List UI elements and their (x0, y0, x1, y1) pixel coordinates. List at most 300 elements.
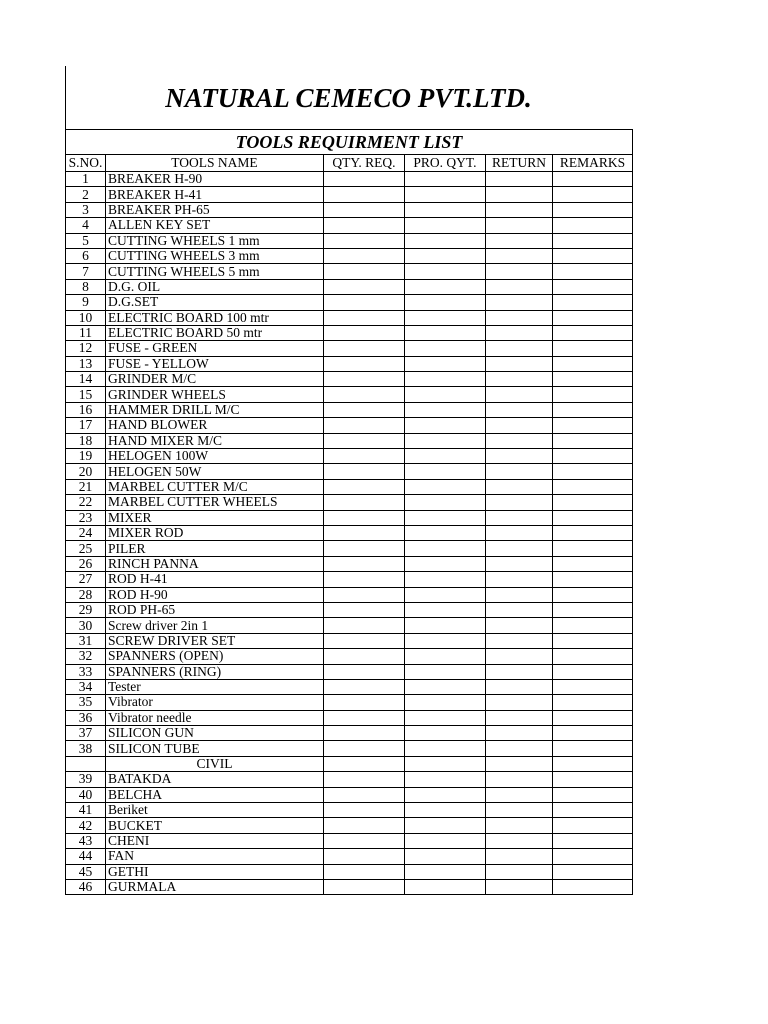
tool-name-cell: Beriket (106, 803, 324, 818)
return-cell (486, 572, 553, 587)
sno-cell: 22 (66, 495, 106, 510)
sno-cell: 5 (66, 233, 106, 248)
tool-name-cell: SPANNERS (RING) (106, 664, 324, 679)
sno-cell: 20 (66, 464, 106, 479)
sno-cell: 18 (66, 433, 106, 448)
tool-name-cell: BUCKET (106, 818, 324, 833)
pro-qyt-cell (405, 864, 486, 879)
return-cell (486, 172, 553, 187)
remarks-cell (553, 803, 633, 818)
remarks-cell (553, 372, 633, 387)
tool-name-cell: CUTTING WHEELS 3 mm (106, 248, 324, 263)
table-row (66, 495, 633, 510)
table-row (66, 433, 633, 448)
pro-qyt-cell (405, 525, 486, 540)
pro-qyt-cell (405, 449, 486, 464)
table-row (66, 356, 633, 371)
sno-cell: 14 (66, 372, 106, 387)
pro-qyt-cell (405, 602, 486, 617)
return-cell (486, 433, 553, 448)
table-row (66, 172, 633, 187)
sno-cell: 23 (66, 510, 106, 525)
tool-name-cell: HAMMER DRILL M/C (106, 402, 324, 417)
sno-cell: 15 (66, 387, 106, 402)
table-row (66, 341, 633, 356)
return-cell (486, 279, 553, 294)
table-row (66, 202, 633, 217)
remarks-cell (553, 479, 633, 494)
qty-req-cell (324, 341, 405, 356)
table-row (66, 833, 633, 848)
remarks-cell (553, 418, 633, 433)
remarks-cell (553, 772, 633, 787)
tool-name-cell: ELECTRIC BOARD 50 mtr (106, 325, 324, 340)
pro-qyt-cell (405, 295, 486, 310)
remarks-cell (553, 879, 633, 894)
pro-qyt-cell (405, 356, 486, 371)
remarks-cell (553, 726, 633, 741)
tool-name-cell: BELCHA (106, 787, 324, 802)
qty-req-cell (324, 433, 405, 448)
qty-req-cell (324, 310, 405, 325)
table-row (66, 618, 633, 633)
return-cell (486, 726, 553, 741)
qty-req-cell (324, 172, 405, 187)
pro-qyt-cell (405, 387, 486, 402)
return-cell (486, 695, 553, 710)
return-cell (486, 664, 553, 679)
return-cell (486, 495, 553, 510)
remarks-cell (553, 341, 633, 356)
tool-name-cell: D.G. OIL (106, 279, 324, 294)
sno-cell: 32 (66, 649, 106, 664)
pro-qyt-cell (405, 772, 486, 787)
qty-req-cell (324, 587, 405, 602)
return-cell (486, 741, 553, 756)
qty-req-cell (324, 356, 405, 371)
sno-cell: 3 (66, 202, 106, 217)
sno-cell: 1 (66, 172, 106, 187)
pro-qyt-cell (405, 679, 486, 694)
qty-req-cell (324, 510, 405, 525)
table-row (66, 818, 633, 833)
qty-req-cell (324, 495, 405, 510)
sno-cell: 19 (66, 449, 106, 464)
return-cell (486, 202, 553, 217)
tool-name-cell: PILER (106, 541, 324, 556)
tool-name-cell: MARBEL CUTTER M/C (106, 479, 324, 494)
sno-cell: 13 (66, 356, 106, 371)
tool-name-cell: ROD H-90 (106, 587, 324, 602)
qty-req-cell (324, 741, 405, 756)
remarks-cell (553, 664, 633, 679)
tool-name-cell: SILICON TUBE (106, 741, 324, 756)
pro-qyt-cell (405, 418, 486, 433)
table-row (66, 679, 633, 694)
qty-req-cell (324, 279, 405, 294)
sno-cell: 29 (66, 602, 106, 617)
sno-cell: 30 (66, 618, 106, 633)
pro-qyt-cell (405, 741, 486, 756)
qty-req-cell (324, 726, 405, 741)
remarks-cell (553, 187, 633, 202)
remarks-cell (553, 495, 633, 510)
tool-name-cell: BREAKER H-41 (106, 187, 324, 202)
return-cell (486, 556, 553, 571)
qty-req-cell (324, 864, 405, 879)
table-row (66, 849, 633, 864)
table-row (66, 525, 633, 540)
tool-name-cell: GURMALA (106, 879, 324, 894)
tool-name-cell: SCREW DRIVER SET (106, 633, 324, 648)
qty-req-cell (324, 556, 405, 571)
return-cell (486, 510, 553, 525)
sno-cell: 4 (66, 218, 106, 233)
return-cell (486, 633, 553, 648)
pro-qyt-cell (405, 649, 486, 664)
pro-qyt-cell (405, 572, 486, 587)
col-header-sno: S.NO. (66, 155, 106, 172)
table-row (66, 741, 633, 756)
remarks-cell (553, 433, 633, 448)
remarks-cell (553, 356, 633, 371)
table-row (66, 649, 633, 664)
remarks-cell (553, 279, 633, 294)
remarks-cell (553, 218, 633, 233)
tool-name-cell: ROD H-41 (106, 572, 324, 587)
sno-cell: 28 (66, 587, 106, 602)
sno-cell: 6 (66, 248, 106, 263)
qty-req-cell (324, 602, 405, 617)
table-row (66, 233, 633, 248)
pro-qyt-cell (405, 341, 486, 356)
table-row (66, 572, 633, 587)
qty-req-cell (324, 849, 405, 864)
remarks-cell (553, 818, 633, 833)
table-row (66, 541, 633, 556)
pro-qyt-cell (405, 325, 486, 340)
sno-cell: 39 (66, 772, 106, 787)
sno-cell: 11 (66, 325, 106, 340)
remarks-cell (553, 510, 633, 525)
return-cell (486, 325, 553, 340)
table-row (66, 218, 633, 233)
pro-qyt-cell (405, 202, 486, 217)
return-cell (486, 449, 553, 464)
return-cell (486, 772, 553, 787)
table-row (66, 248, 633, 263)
remarks-cell (553, 602, 633, 617)
pro-qyt-cell (405, 787, 486, 802)
table-row (66, 464, 633, 479)
pro-qyt-cell (405, 233, 486, 248)
tool-name-cell: HAND BLOWER (106, 418, 324, 433)
return-cell (486, 803, 553, 818)
pro-qyt-cell (405, 172, 486, 187)
qty-req-cell (324, 649, 405, 664)
remarks-cell (553, 618, 633, 633)
table-row (66, 264, 633, 279)
tool-name-cell: ALLEN KEY SET (106, 218, 324, 233)
return-cell (486, 710, 553, 725)
tool-name-cell: MIXER (106, 510, 324, 525)
pro-qyt-cell (405, 264, 486, 279)
table-row (66, 510, 633, 525)
table-row (66, 187, 633, 202)
table-row (66, 387, 633, 402)
remarks-cell (553, 741, 633, 756)
remarks-cell (553, 525, 633, 540)
qty-req-cell (324, 679, 405, 694)
remarks-cell (553, 172, 633, 187)
tool-name-cell: FUSE - GREEN (106, 341, 324, 356)
sno-cell: 46 (66, 879, 106, 894)
return-cell (486, 879, 553, 894)
sno-cell: 16 (66, 402, 106, 417)
sno-cell: 31 (66, 633, 106, 648)
return-cell (486, 479, 553, 494)
pro-qyt-cell (405, 879, 486, 894)
qty-req-cell (324, 633, 405, 648)
pro-qyt-cell (405, 464, 486, 479)
qty-req-cell (324, 325, 405, 340)
pro-qyt-cell (405, 664, 486, 679)
tools-requirement-table (65, 129, 633, 895)
qty-req-cell (324, 772, 405, 787)
remarks-cell (553, 402, 633, 417)
pro-qyt-cell (405, 587, 486, 602)
remarks-cell (553, 541, 633, 556)
qty-req-cell (324, 541, 405, 556)
pro-qyt-cell (405, 187, 486, 202)
sno-cell: 21 (66, 479, 106, 494)
pro-qyt-cell (405, 633, 486, 648)
return-cell (486, 649, 553, 664)
remarks-cell (553, 849, 633, 864)
tool-name-cell: GRINDER M/C (106, 372, 324, 387)
table-row (66, 479, 633, 494)
qty-req-cell (324, 833, 405, 848)
return-cell (486, 541, 553, 556)
table-row (66, 664, 633, 679)
col-header-remarks: REMARKS (553, 155, 633, 172)
remarks-cell (553, 233, 633, 248)
qty-req-cell (324, 664, 405, 679)
col-header-pro-qyt: PRO. QYT. (405, 155, 486, 172)
remarks-cell (553, 449, 633, 464)
qty-req-cell (324, 803, 405, 818)
pro-qyt-cell (405, 495, 486, 510)
return-cell (486, 464, 553, 479)
return-cell (486, 295, 553, 310)
table-row (66, 449, 633, 464)
return-cell (486, 618, 553, 633)
return-cell (486, 218, 553, 233)
pro-qyt-cell (405, 726, 486, 741)
sno-cell: 7 (66, 264, 106, 279)
qty-req-cell (324, 202, 405, 217)
tool-name-cell: HELOGEN 50W (106, 464, 324, 479)
return-cell (486, 833, 553, 848)
section-row (66, 756, 633, 771)
pro-qyt-cell (405, 556, 486, 571)
return-cell (486, 818, 553, 833)
qty-req-cell (324, 233, 405, 248)
sno-cell: 35 (66, 695, 106, 710)
sno-cell: 45 (66, 864, 106, 879)
return-cell (486, 525, 553, 540)
sno-cell: 10 (66, 310, 106, 325)
pro-qyt-cell (405, 433, 486, 448)
sno-cell: 37 (66, 726, 106, 741)
qty-req-cell (324, 618, 405, 633)
qty-req-cell (324, 218, 405, 233)
title-row (66, 130, 633, 155)
remarks-cell (553, 248, 633, 263)
sno-cell: 25 (66, 541, 106, 556)
return-cell (486, 679, 553, 694)
sno-cell (66, 756, 106, 771)
pro-qyt-cell (405, 618, 486, 633)
table-row (66, 787, 633, 802)
qty-req-cell (324, 449, 405, 464)
sno-cell: 34 (66, 679, 106, 694)
tool-name-cell: CHENI (106, 833, 324, 848)
qty-req-cell (324, 879, 405, 894)
return-cell (486, 587, 553, 602)
tool-name-cell: MARBEL CUTTER WHEELS (106, 495, 324, 510)
table-row (66, 772, 633, 787)
return-cell (486, 310, 553, 325)
return-cell (486, 372, 553, 387)
pro-qyt-cell (405, 218, 486, 233)
tool-name-cell: GETHI (106, 864, 324, 879)
remarks-cell (553, 310, 633, 325)
qty-req-cell (324, 248, 405, 263)
tool-name-cell: HAND MIXER M/C (106, 433, 324, 448)
return-cell (486, 602, 553, 617)
table-row (66, 710, 633, 725)
col-header-tools-name: TOOLS NAME (106, 155, 324, 172)
tool-name-cell: MIXER ROD (106, 525, 324, 540)
tool-name-cell: Screw driver 2in 1 (106, 618, 324, 633)
pro-qyt-cell (405, 849, 486, 864)
sno-cell: 8 (66, 279, 106, 294)
remarks-cell (553, 587, 633, 602)
header-row (66, 155, 633, 172)
qty-req-cell (324, 295, 405, 310)
remarks-cell (553, 202, 633, 217)
tool-name-cell: Vibrator needle (106, 710, 324, 725)
qty-req-cell (324, 695, 405, 710)
return-cell (486, 418, 553, 433)
remarks-cell (553, 325, 633, 340)
return-cell (486, 387, 553, 402)
tool-name-cell: FAN (106, 849, 324, 864)
table-row (66, 726, 633, 741)
qty-req-cell (324, 372, 405, 387)
table-row (66, 633, 633, 648)
list-title: TOOLS REQUIRMENT LIST (66, 130, 633, 155)
table-row (66, 295, 633, 310)
qty-req-cell (324, 710, 405, 725)
tool-name-cell: HELOGEN 100W (106, 449, 324, 464)
pro-qyt-cell (405, 510, 486, 525)
pro-qyt-cell (405, 279, 486, 294)
sno-cell: 2 (66, 187, 106, 202)
return-cell (486, 356, 553, 371)
sno-cell: 24 (66, 525, 106, 540)
table-row (66, 587, 633, 602)
sno-cell: 40 (66, 787, 106, 802)
return-cell (486, 187, 553, 202)
col-header-return: RETURN (486, 155, 553, 172)
sno-cell: 12 (66, 341, 106, 356)
return-cell (486, 787, 553, 802)
tool-name-cell: CUTTING WHEELS 5 mm (106, 264, 324, 279)
pro-qyt-cell (405, 248, 486, 263)
sno-cell: 27 (66, 572, 106, 587)
pro-qyt-cell (405, 372, 486, 387)
remarks-cell (553, 464, 633, 479)
pro-qyt-cell (405, 541, 486, 556)
table-row (66, 279, 633, 294)
pro-qyt-cell (405, 402, 486, 417)
sno-cell: 9 (66, 295, 106, 310)
table-row (66, 864, 633, 879)
tool-name-cell: ROD PH-65 (106, 602, 324, 617)
sno-cell: 38 (66, 741, 106, 756)
return-cell (486, 341, 553, 356)
tool-name-cell: Tester (106, 679, 324, 694)
qty-req-cell (324, 479, 405, 494)
remarks-cell (553, 572, 633, 587)
remarks-cell (553, 264, 633, 279)
remarks-cell (553, 556, 633, 571)
qty-req-cell (324, 387, 405, 402)
table-body (66, 172, 633, 895)
return-cell (486, 264, 553, 279)
return-cell (486, 849, 553, 864)
tool-name-cell: Vibrator (106, 695, 324, 710)
col-header-qty-req: QTY. REQ. (324, 155, 405, 172)
table-row (66, 418, 633, 433)
pro-qyt-cell (405, 710, 486, 725)
tool-name-cell: SILICON GUN (106, 726, 324, 741)
table-row (66, 602, 633, 617)
tool-name-cell: SPANNERS (OPEN) (106, 649, 324, 664)
remarks-cell (553, 695, 633, 710)
return-cell (486, 402, 553, 417)
qty-req-cell (324, 464, 405, 479)
remarks-cell (553, 864, 633, 879)
tool-name-cell: CUTTING WHEELS 1 mm (106, 233, 324, 248)
sno-cell: 36 (66, 710, 106, 725)
qty-req-cell (324, 787, 405, 802)
remarks-cell (553, 710, 633, 725)
qty-req-cell (324, 572, 405, 587)
sno-cell: 33 (66, 664, 106, 679)
tool-name-cell: RINCH PANNA (106, 556, 324, 571)
table-row (66, 372, 633, 387)
return-cell (486, 248, 553, 263)
sno-cell: 26 (66, 556, 106, 571)
tool-name-cell: ELECTRIC BOARD 100 mtr (106, 310, 324, 325)
pro-qyt-cell (405, 803, 486, 818)
sno-cell: 41 (66, 803, 106, 818)
qty-req-cell (324, 187, 405, 202)
remarks-cell (553, 387, 633, 402)
